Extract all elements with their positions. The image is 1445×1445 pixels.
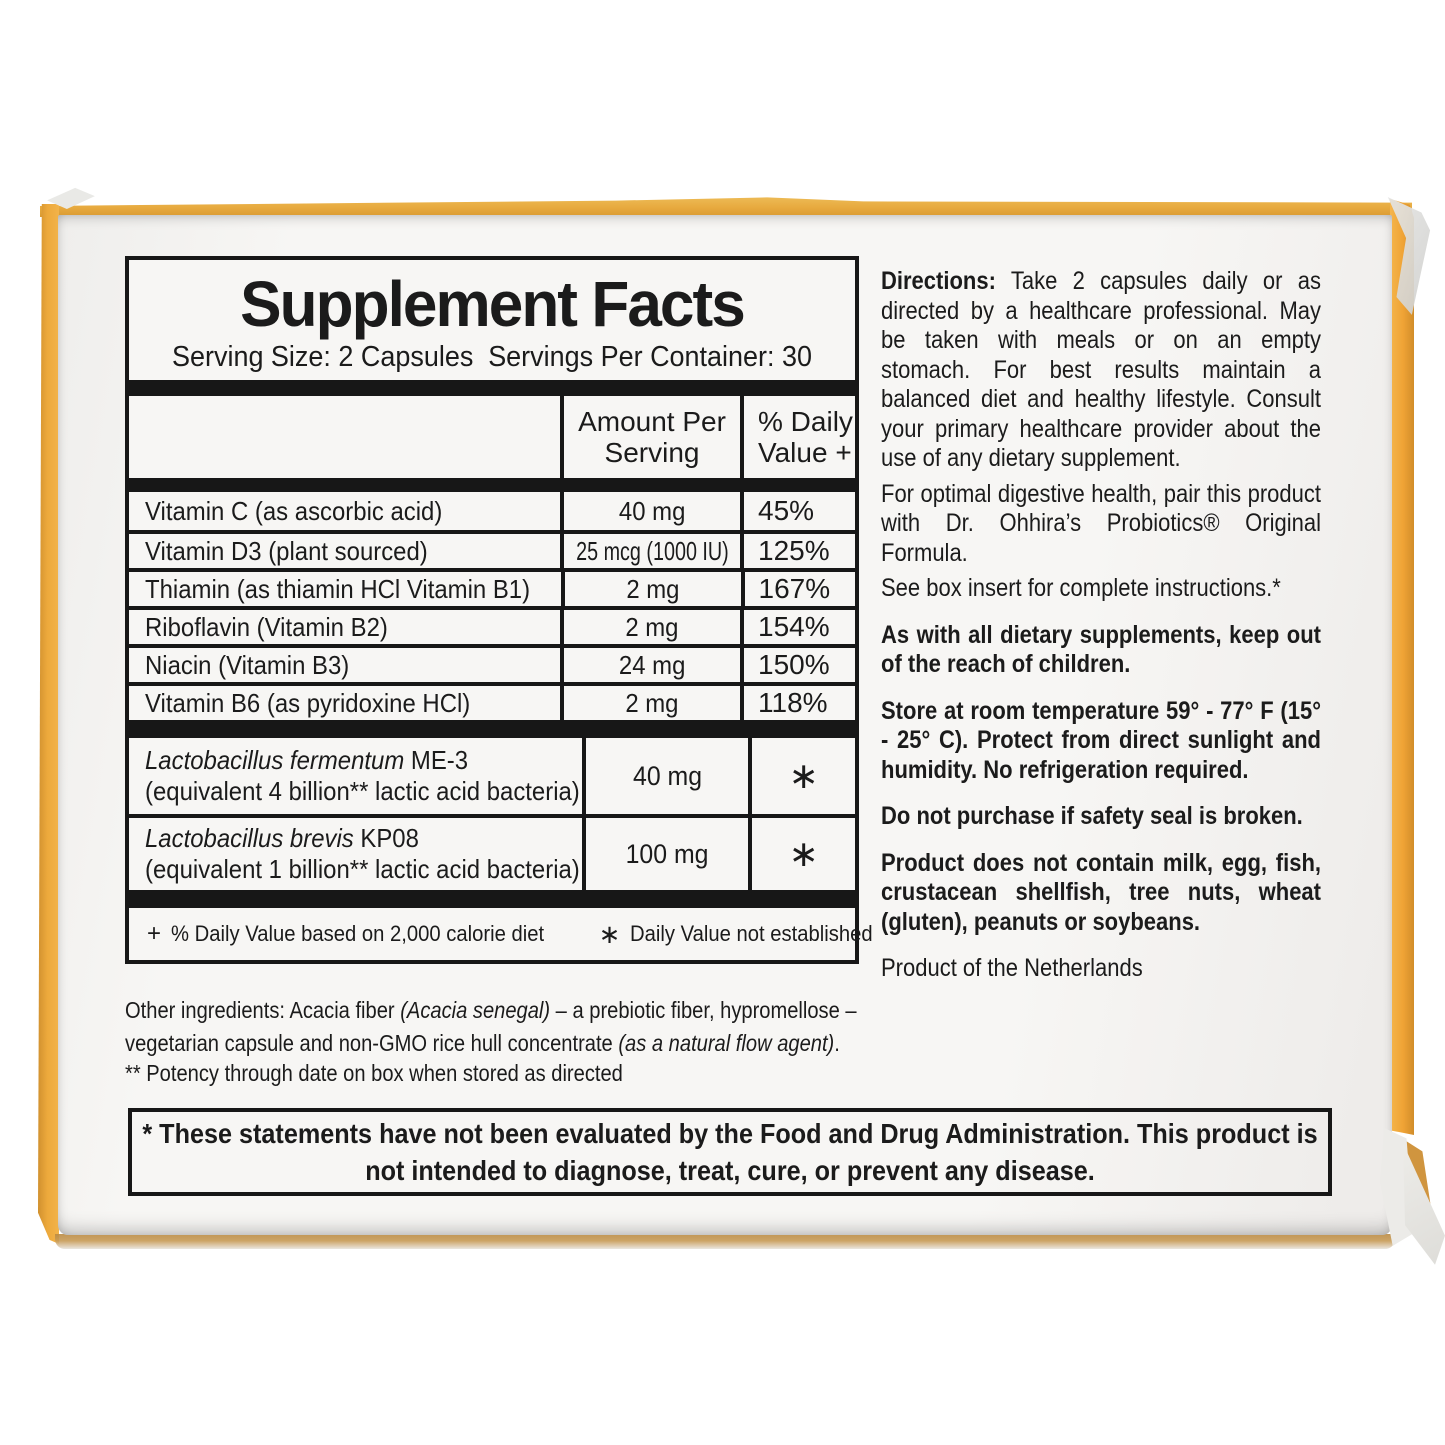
column-header-daily-value: % Daily Value + — [740, 396, 855, 478]
column-header-amount: Amount Per Serving — [560, 396, 740, 478]
origin-statement: Product of the Netherlands — [881, 954, 1143, 982]
other-ingredients: Other ingredients: Acacia fiber (Acacia senegal) – a prebiotic fiber, hypromellose – vegetarian capsule and non-GMO rice hull concentrate (as a natural flow agent). — [125, 997, 857, 1056]
safety-seal-warning: Do not purchase if safety seal is broken. — [881, 802, 1303, 830]
children-warning: As with all dietary supplements, keep out of the reach of children. — [881, 620, 1321, 678]
box-left-edge — [38, 204, 59, 1244]
divider-bar-medium — [129, 478, 855, 492]
other-ingredients-middle: – a prebiotic fiber, hypromellose – vegetarian capsule and non-GMO rice hull concentrate — [125, 997, 857, 1056]
nutrient-name: Riboflavin (Vitamin B2) — [145, 611, 388, 642]
nutrient-amount: 25 mcg (1000 IU) — [560, 534, 740, 568]
insert-note: See box insert for complete instructions.* — [881, 574, 1281, 602]
supplement-facts-panel — [125, 256, 874, 964]
directions-label: Directions: — [881, 267, 996, 295]
box-bottom-edge — [55, 1234, 1395, 1249]
other-ingredients-latin: (Acacia senegal) — [400, 997, 551, 1023]
divider-bar-thick — [129, 890, 855, 908]
plus-footnote-symbol: + — [147, 920, 162, 947]
nutrient-amount: 2 mg — [561, 572, 740, 606]
nutrient-amount: 40 mg — [560, 492, 740, 530]
box-top-edge — [40, 197, 1412, 217]
probiotic-rows — [129, 738, 855, 890]
allergen-statement: Product does not contain milk, egg, fish, crustacean shellfish, tree nuts, wheat (gluten), peanuts or soybeans. — [881, 848, 1321, 936]
probiotic-name: Lactobacillus fermentum ME-3 (equivalent 4 billion** lactic acid bacteria) — [145, 745, 580, 806]
storage-instructions: Store at room temperature 59° - 77° F (15° - 25° C). Protect from direct sunlight and humidity. No refrigeration required. — [881, 696, 1321, 784]
nutrient-row — [129, 644, 855, 682]
probiotic-amount: 100 mg — [582, 818, 749, 890]
nutrient-amount: 2 mg — [560, 686, 740, 720]
other-ingredients-note: (as a natural flow agent) — [618, 1030, 835, 1056]
plus-footnote-text: % Daily Value based on 2,000 calorie diet — [171, 921, 545, 946]
potency-note: ** Potency through date on box when stored as directed — [125, 1060, 623, 1086]
other-ingredients-lead: Other ingredients: Acacia fiber — [125, 997, 401, 1023]
nutrient-daily-value: 125% — [740, 534, 855, 568]
fda-disclaimer-text: * These statements have not been evaluated by the Food and Drug Administration. This product is not intended to diagnose, treat, cure, or prevent any disease. — [142, 1118, 1318, 1186]
nutrient-row — [129, 492, 855, 530]
nutrient-amount: 2 mg — [560, 610, 740, 644]
star-footnote-symbol: ∗ — [598, 918, 621, 949]
nutrient-name: Vitamin C (as ascorbic acid) — [145, 495, 443, 526]
nutrient-daily-value: 45% — [740, 492, 855, 530]
footnote-row — [129, 908, 874, 960]
nutrient-row — [129, 568, 855, 606]
probiotic-row — [129, 738, 855, 814]
nutrient-rows — [129, 492, 855, 720]
pairing-paragraph: For optimal digestive health, pair this product with Dr. Ohhira’s Probiotics® Original Formula. — [881, 479, 1321, 567]
nutrient-daily-value: 154% — [740, 610, 855, 644]
nutrient-row — [129, 682, 855, 720]
nutrient-name: Vitamin D3 (plant sourced) — [145, 535, 428, 566]
probiotic-name: Lactobacillus brevis KP08 (equivalent 1 billion** lactic acid bacteria) — [145, 823, 580, 884]
probiotic-amount: 40 mg — [582, 738, 749, 814]
nutrient-daily-value: 167% — [741, 572, 856, 606]
divider-bar-thick — [129, 720, 855, 738]
directions-paragraph: Directions: Take 2 capsules daily or as directed by a healthcare professional. May be taken with meals or on an empty stomach. For best results maintain a balanced diet and healthy lifestyle. Consult your primary healthcare provider about the use of any dietary supplement. — [881, 267, 1321, 472]
fda-disclaimer-box — [128, 1108, 1332, 1196]
nutrient-amount: 24 mg — [560, 648, 740, 682]
serving-line — [154, 341, 829, 373]
nutrient-row — [129, 530, 855, 568]
divider-bar-thick — [129, 380, 855, 396]
facts-title: Supplement Facts — [240, 268, 744, 340]
nutrient-name: Thiamin (as thiamin HCl Vitamin B1) — [145, 573, 531, 604]
nutrient-row — [129, 606, 855, 644]
star-footnote-text: Daily Value not established — [630, 921, 874, 946]
nutrient-daily-value: 150% — [740, 648, 855, 682]
probiotic-daily-value: ∗ — [748, 818, 855, 890]
right-column — [881, 267, 1321, 990]
probiotic-daily-value: ∗ — [748, 738, 855, 814]
nutrient-name: Vitamin B6 (as pyridoxine HCl) — [145, 687, 471, 718]
box-face — [58, 215, 1392, 1235]
nutrient-daily-value: 118% — [740, 686, 855, 720]
facts-title-block — [129, 260, 855, 380]
servings-per-container: Servings Per Container: 30 — [488, 341, 813, 373]
probiotic-row — [129, 814, 855, 890]
serving-size: Serving Size: 2 Capsules — [171, 341, 474, 373]
nutrient-table-header — [129, 396, 855, 478]
box-right-edge — [1390, 199, 1414, 1135]
column-header-blank — [129, 396, 560, 478]
nutrient-name: Niacin (Vitamin B3) — [145, 649, 350, 680]
